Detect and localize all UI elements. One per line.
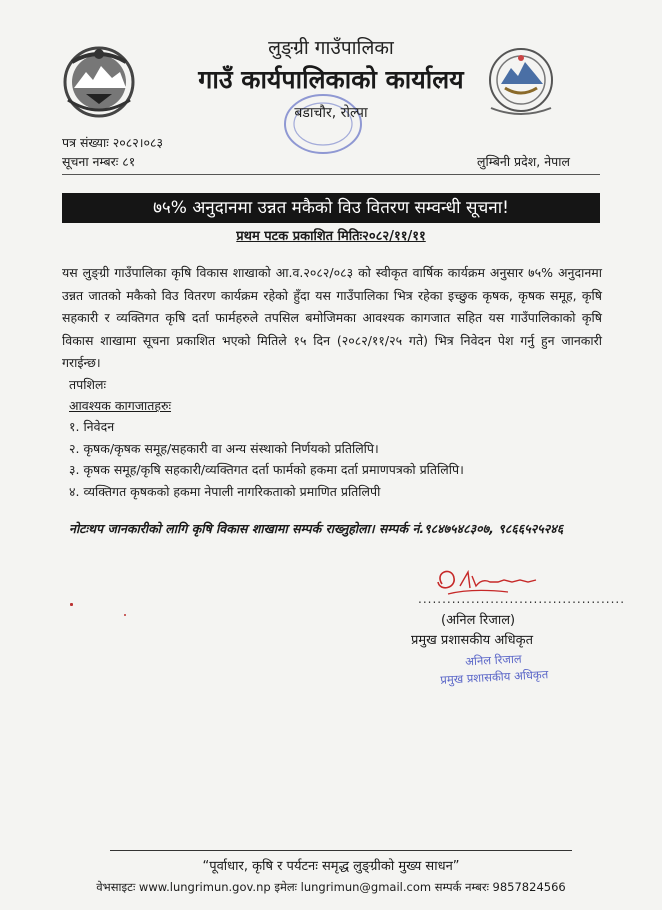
published-date	[0, 226, 662, 244]
ink-speck	[70, 603, 73, 606]
municipality-name: लुङ्ग्री गाउँपालिका	[268, 37, 394, 59]
signer-name: (अनिल रिजाल)	[441, 613, 516, 628]
signer-stamp	[427, 649, 561, 696]
reference-number: पत्र संख्याः २०८२।०८३	[62, 135, 163, 150]
doc-item: ३. कृषक समूह/कृषि सहकारी/व्यक्तिगत दर्ता फार्मको हकमा दर्ता प्रमाणपत्रको प्रतिलिपि।	[69, 462, 464, 477]
notice-title: ७५% अनुदानमा उन्नत मकैको विउ वितरण सम्वन्धी सूचना!	[62, 193, 600, 223]
doc-item: ४. व्यक्तिगत कृषकको हकमा नेपाली नागरिकताको प्रमाणित प्रतिलिपी	[69, 484, 381, 499]
required-docs-heading: आवश्यक कागजातहरुः	[69, 398, 172, 413]
header-divider	[62, 174, 600, 175]
notice-body: यस लुङ्ग्री गाउँपालिका कृषि विकास शाखाको आ.व.२०८२/०८३ को स्वीकृत वार्षिक कार्यक्रम अनुसार ७५% अनुदानमा उन्नत जातको मकैको विउ वितरण कार्यक्रम रहेको हुँदा यस गाउँपालिका भित्र रहेका इच्छुक कृषक, कृषक समूह, कृषि सहकारी र व्यक्तिगत कृषि दर्ता फार्महरुले तपसिल बमोजिमका आवश्यक कागजात सहित यस गाउँपालिकाको कृषि विकास शाखामा सूचना प्रकाशित भएको मितिले १५ दिन (२०८२/११/२५ गते) भित्र निवेदन पेश गर्नु हुन जानकारी गराईन्छ।	[62, 265, 602, 370]
stamp-title: प्रमुख प्रशासकीय अधिकृत	[439, 667, 549, 687]
doc-item: १. निवेदन	[69, 419, 115, 434]
province-label: लुम्बिनी प्रदेश, नेपाल	[476, 154, 570, 169]
office-stamp-icon	[282, 92, 364, 156]
stamp-name: अनिल रिजाल	[464, 651, 522, 669]
footer-divider	[110, 850, 572, 851]
details-label: तपशिलः	[69, 377, 106, 392]
footer-slogan: “पूर्वाधार, कृषि र पर्यटनः समृद्ध लुङ्ग्रीको मुख्य साधन”	[202, 859, 460, 874]
notice-number: सूचना नम्बरः ८१	[62, 154, 136, 169]
doc-item: २. कृषक/कृषक समूह/सहकारी वा अन्य संस्थाको निर्णयको प्रतिलिपि।	[69, 441, 379, 456]
footer-contact: वेभसाइटः www.lungrimun.gov.np इमेलः lungrimun@gmail.com सम्पर्क नम्बरः 9857824566	[96, 880, 566, 894]
signer-title: प्रमुख प्रशासकीय अधिकृत	[411, 633, 534, 648]
published-date-text: प्रथम पटक प्रकाशित मितिः२०८२/११/११	[236, 229, 426, 244]
ink-speck	[124, 614, 126, 616]
contact-note: नोटःथप जानकारीको लागि कृषि विकास शाखामा सम्पर्क राख्नुहोला। सम्पर्क नं.९८४७५४८३०७, ९८६६५२५२४६	[69, 521, 564, 536]
office-name: गाउँ कार्यपालिकाको कार्यालय	[198, 65, 464, 94]
signature-line: ...........................................	[418, 592, 626, 606]
office-location: बडाचौर, रोल्पा	[294, 105, 368, 121]
